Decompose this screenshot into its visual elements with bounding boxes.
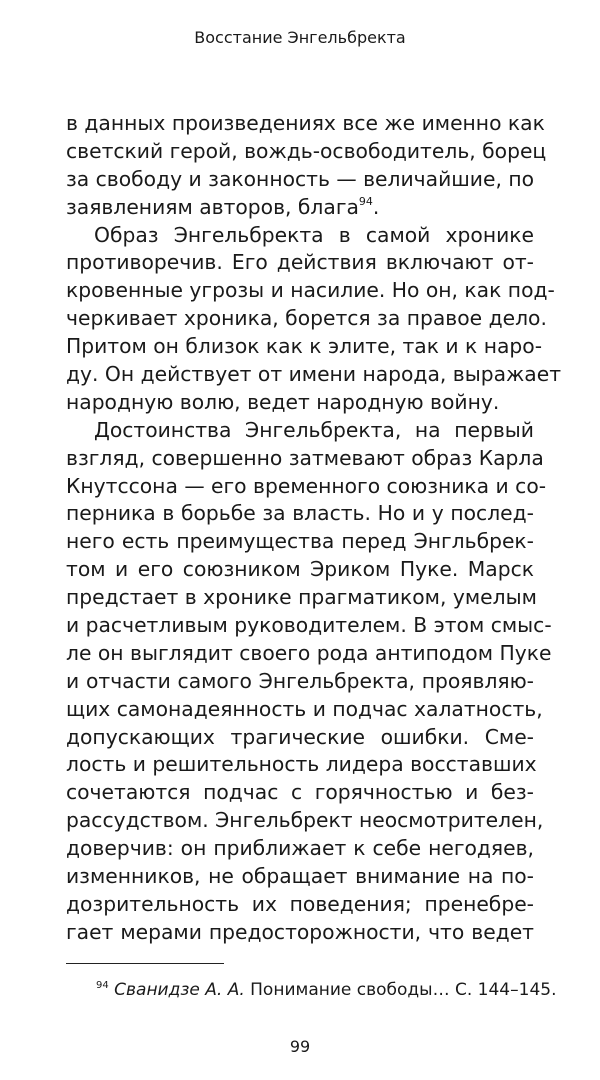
text-line bbox=[66, 138, 547, 166]
line-text: противоречив. Его действия включают от- bbox=[66, 250, 534, 275]
line-text: доверчив: он приближает к себе негодяев, bbox=[66, 836, 534, 861]
line-text: светский герой, вождь-освободитель, борец bbox=[66, 138, 547, 163]
line-text: кровенные угрозы и насилие. Но он, как под- bbox=[66, 278, 555, 303]
line-text: допускающих трагические ошибки. Сме- bbox=[66, 724, 534, 749]
line-text-tail: . bbox=[372, 194, 380, 219]
line-text: Притом он близок как к элите, так и к наро- bbox=[66, 334, 543, 359]
text-line bbox=[66, 305, 547, 333]
text-line bbox=[66, 724, 534, 752]
text-line bbox=[66, 500, 534, 528]
line-text: перника в борьбе за власть. Но и у послед- bbox=[66, 501, 534, 526]
body-text bbox=[66, 110, 562, 947]
text-line bbox=[66, 222, 534, 250]
line-text: предстает в хронике прагматиком, умелым bbox=[66, 585, 537, 610]
text-line bbox=[66, 556, 534, 584]
text-line bbox=[66, 696, 543, 724]
line-text: Достоинства Энгельбректа, на первый bbox=[94, 417, 534, 442]
text-line bbox=[66, 640, 552, 668]
text-line bbox=[66, 807, 544, 835]
footnote-reference[interactable]: 94 bbox=[358, 194, 373, 208]
line-text: изменников, не обращает внимание на по- bbox=[66, 864, 534, 889]
text-line bbox=[66, 891, 534, 919]
line-text: гает мерами предосторожности, что ведет bbox=[66, 919, 534, 944]
footnote-marker: 94 bbox=[96, 980, 109, 991]
line-text: лость и решительность лидера восставших bbox=[66, 752, 537, 777]
page-number: 99 bbox=[289, 1037, 311, 1056]
text-line bbox=[66, 110, 545, 138]
text-line bbox=[66, 584, 537, 612]
line-text: и отчасти самого Энгельбректа, проявляю- bbox=[66, 668, 534, 693]
text-line bbox=[66, 473, 547, 501]
line-text: щих самонадеянность и подчас халатность, bbox=[66, 696, 543, 721]
footnote-divider bbox=[66, 963, 224, 964]
line-text: сочетаются подчас с горячностью и без- bbox=[66, 780, 534, 805]
text-line bbox=[66, 166, 534, 194]
line-text: рассудством. Энгельбрект неосмотрителен, bbox=[66, 808, 544, 833]
text-line bbox=[66, 779, 534, 807]
text-line bbox=[66, 389, 534, 417]
text-line bbox=[66, 333, 543, 361]
line-text: заявлениям авторов, блага bbox=[66, 194, 359, 219]
line-text: в данных произведениях все же именно как bbox=[66, 111, 545, 135]
text-line bbox=[66, 445, 544, 473]
line-text: ле он выглядит своего рода антиподом Пуке bbox=[66, 640, 552, 665]
line-text: за свободу и законность — величайшие, по bbox=[66, 166, 535, 191]
running-header: Восстание Энгельбректа bbox=[194, 28, 406, 47]
line-text: народную волю, ведет народную войну. bbox=[66, 389, 500, 414]
text-line bbox=[66, 417, 534, 445]
footnote-text: Понимание свободы… С. 144–145. bbox=[244, 980, 557, 1000]
text-line bbox=[66, 835, 534, 863]
line-text: дозрительность их поведения; пренебре- bbox=[66, 891, 534, 916]
line-text: ду. Он действует от имени народа, выражает bbox=[66, 362, 562, 387]
text-line bbox=[66, 612, 552, 640]
line-text: Кнутссона — его временного союзника и со- bbox=[66, 473, 547, 498]
text-line bbox=[66, 194, 534, 222]
line-text: черкивает хроника, борется за правое дело. bbox=[66, 306, 547, 331]
line-text: Образ Энгельбректа в самой хронике bbox=[94, 222, 534, 247]
text-line bbox=[66, 277, 555, 305]
text-line bbox=[66, 528, 534, 556]
text-line bbox=[66, 668, 534, 696]
line-text: взгляд, совершенно затмевают образ Карла bbox=[66, 445, 544, 470]
footnote-author: Сванидзе А. А. bbox=[114, 980, 245, 1000]
text-line bbox=[66, 361, 562, 389]
text-line bbox=[66, 249, 534, 277]
text-line bbox=[66, 751, 537, 779]
text-line bbox=[66, 863, 534, 891]
line-text: том и его союзником Эриком Пуке. Марск bbox=[66, 557, 534, 582]
line-text: него есть преимущества перед Энгльбрек- bbox=[66, 529, 534, 554]
footnote bbox=[96, 980, 556, 1000]
line-text: и расчетливым руководителем. В этом смыс- bbox=[66, 613, 552, 638]
text-line bbox=[66, 919, 534, 947]
